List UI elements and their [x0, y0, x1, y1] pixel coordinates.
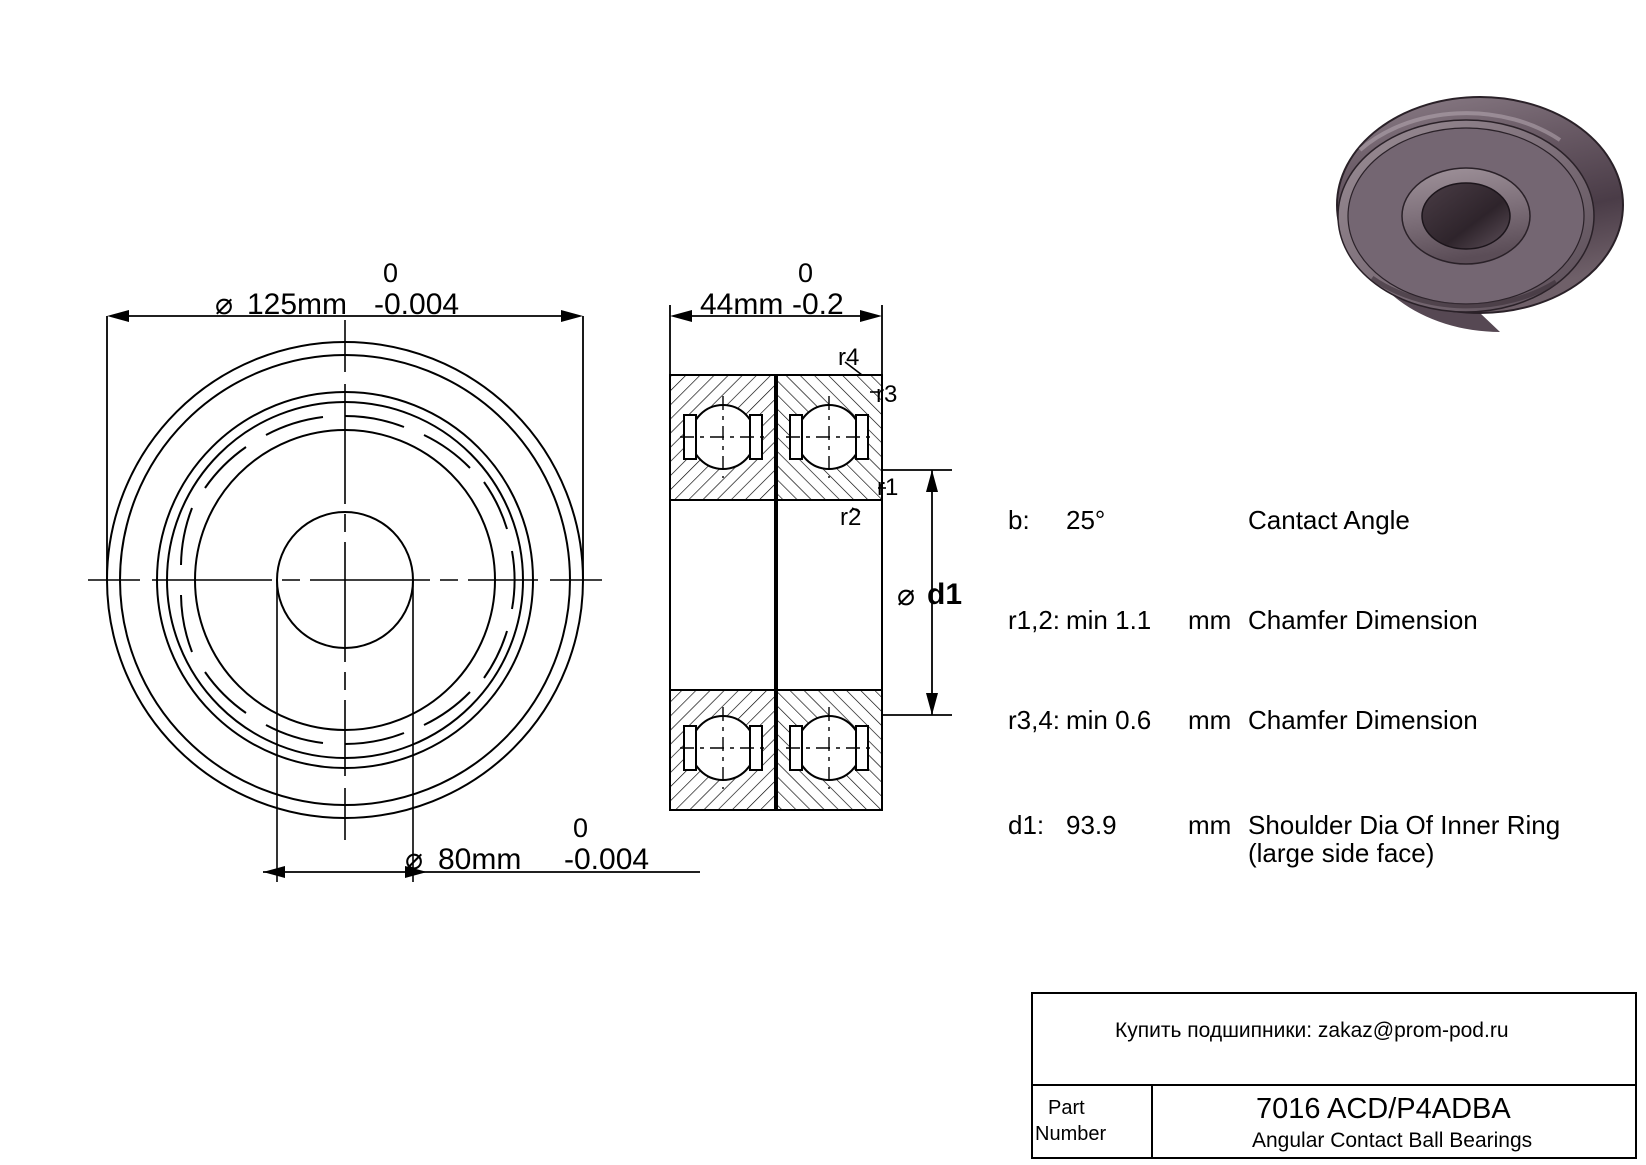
bore-dimension-symbol: ⌀ [405, 843, 424, 876]
spec-unit-d1: mm [1188, 810, 1232, 840]
section-view-geometry [670, 375, 882, 810]
d1-dimension-label: d1 [927, 578, 963, 611]
spec-value-r12: min 1.1 [1066, 605, 1152, 635]
spec-value-d1: 93.9 [1066, 810, 1117, 840]
bore-tolerance-lower: -0.004 [564, 843, 650, 876]
width-tolerance-upper: 0 [798, 258, 814, 288]
title-block-part-label-line2: Number [1035, 1123, 1107, 1145]
spec-value-r34: min 0.6 [1066, 705, 1152, 735]
title-block-part-description: Angular Contact Ball Bearings [1252, 1129, 1533, 1152]
title-block-part-number: 7016 ACD/P4ADBA [1256, 1093, 1511, 1125]
chamfer-label-r1: r1 [877, 474, 899, 501]
spec-key-r12: r1,2: [1008, 605, 1061, 635]
d1-dimension-symbol: ⌀ [897, 579, 916, 612]
bearing-3d-render [1337, 97, 1623, 332]
spec-desc2-d1: (large side face) [1248, 838, 1435, 868]
spec-key-r34: r3,4: [1008, 705, 1061, 735]
spec-key-b: b: [1008, 505, 1030, 535]
spec-desc-d1: Shoulder Dia Of Inner Ring [1248, 810, 1561, 840]
spec-row-contact-angle [1008, 505, 1608, 555]
width-dimension-value: 44mm [700, 288, 784, 321]
title-block-email: Купить подшипники: zakaz@prom-pod.ru [1115, 1019, 1509, 1042]
spec-desc-r12: Chamfer Dimension [1248, 605, 1478, 635]
spec-unit-r34: mm [1188, 705, 1232, 735]
od-dimension-value: 125mm [247, 288, 348, 321]
specification-table [1008, 505, 1608, 868]
width-tolerance-lower: -0.2 [792, 288, 844, 321]
spec-unit-r12: mm [1188, 605, 1232, 635]
spec-key-d1: d1: [1008, 810, 1045, 840]
od-dimension-symbol: ⌀ [215, 288, 234, 321]
chamfer-label-r3: r3 [876, 381, 898, 408]
spec-row-r34 [1008, 605, 1608, 735]
front-view-centerlines [88, 320, 602, 840]
od-tolerance-upper: 0 [383, 258, 399, 288]
bore-tolerance-upper: 0 [573, 813, 589, 843]
spec-row-r12 [1008, 555, 1608, 635]
spec-value-b: 25° [1066, 505, 1106, 535]
od-tolerance-lower: -0.004 [374, 288, 460, 321]
chamfer-label-r4: r4 [838, 344, 860, 371]
bore-dimension-value: 80mm [438, 843, 522, 876]
title-block-part-label-line1: Part [1048, 1097, 1085, 1119]
spec-desc-r34: Chamfer Dimension [1248, 705, 1478, 735]
chamfer-label-r2: r2 [840, 504, 862, 531]
spec-desc-b: Cantact Angle [1248, 505, 1410, 535]
